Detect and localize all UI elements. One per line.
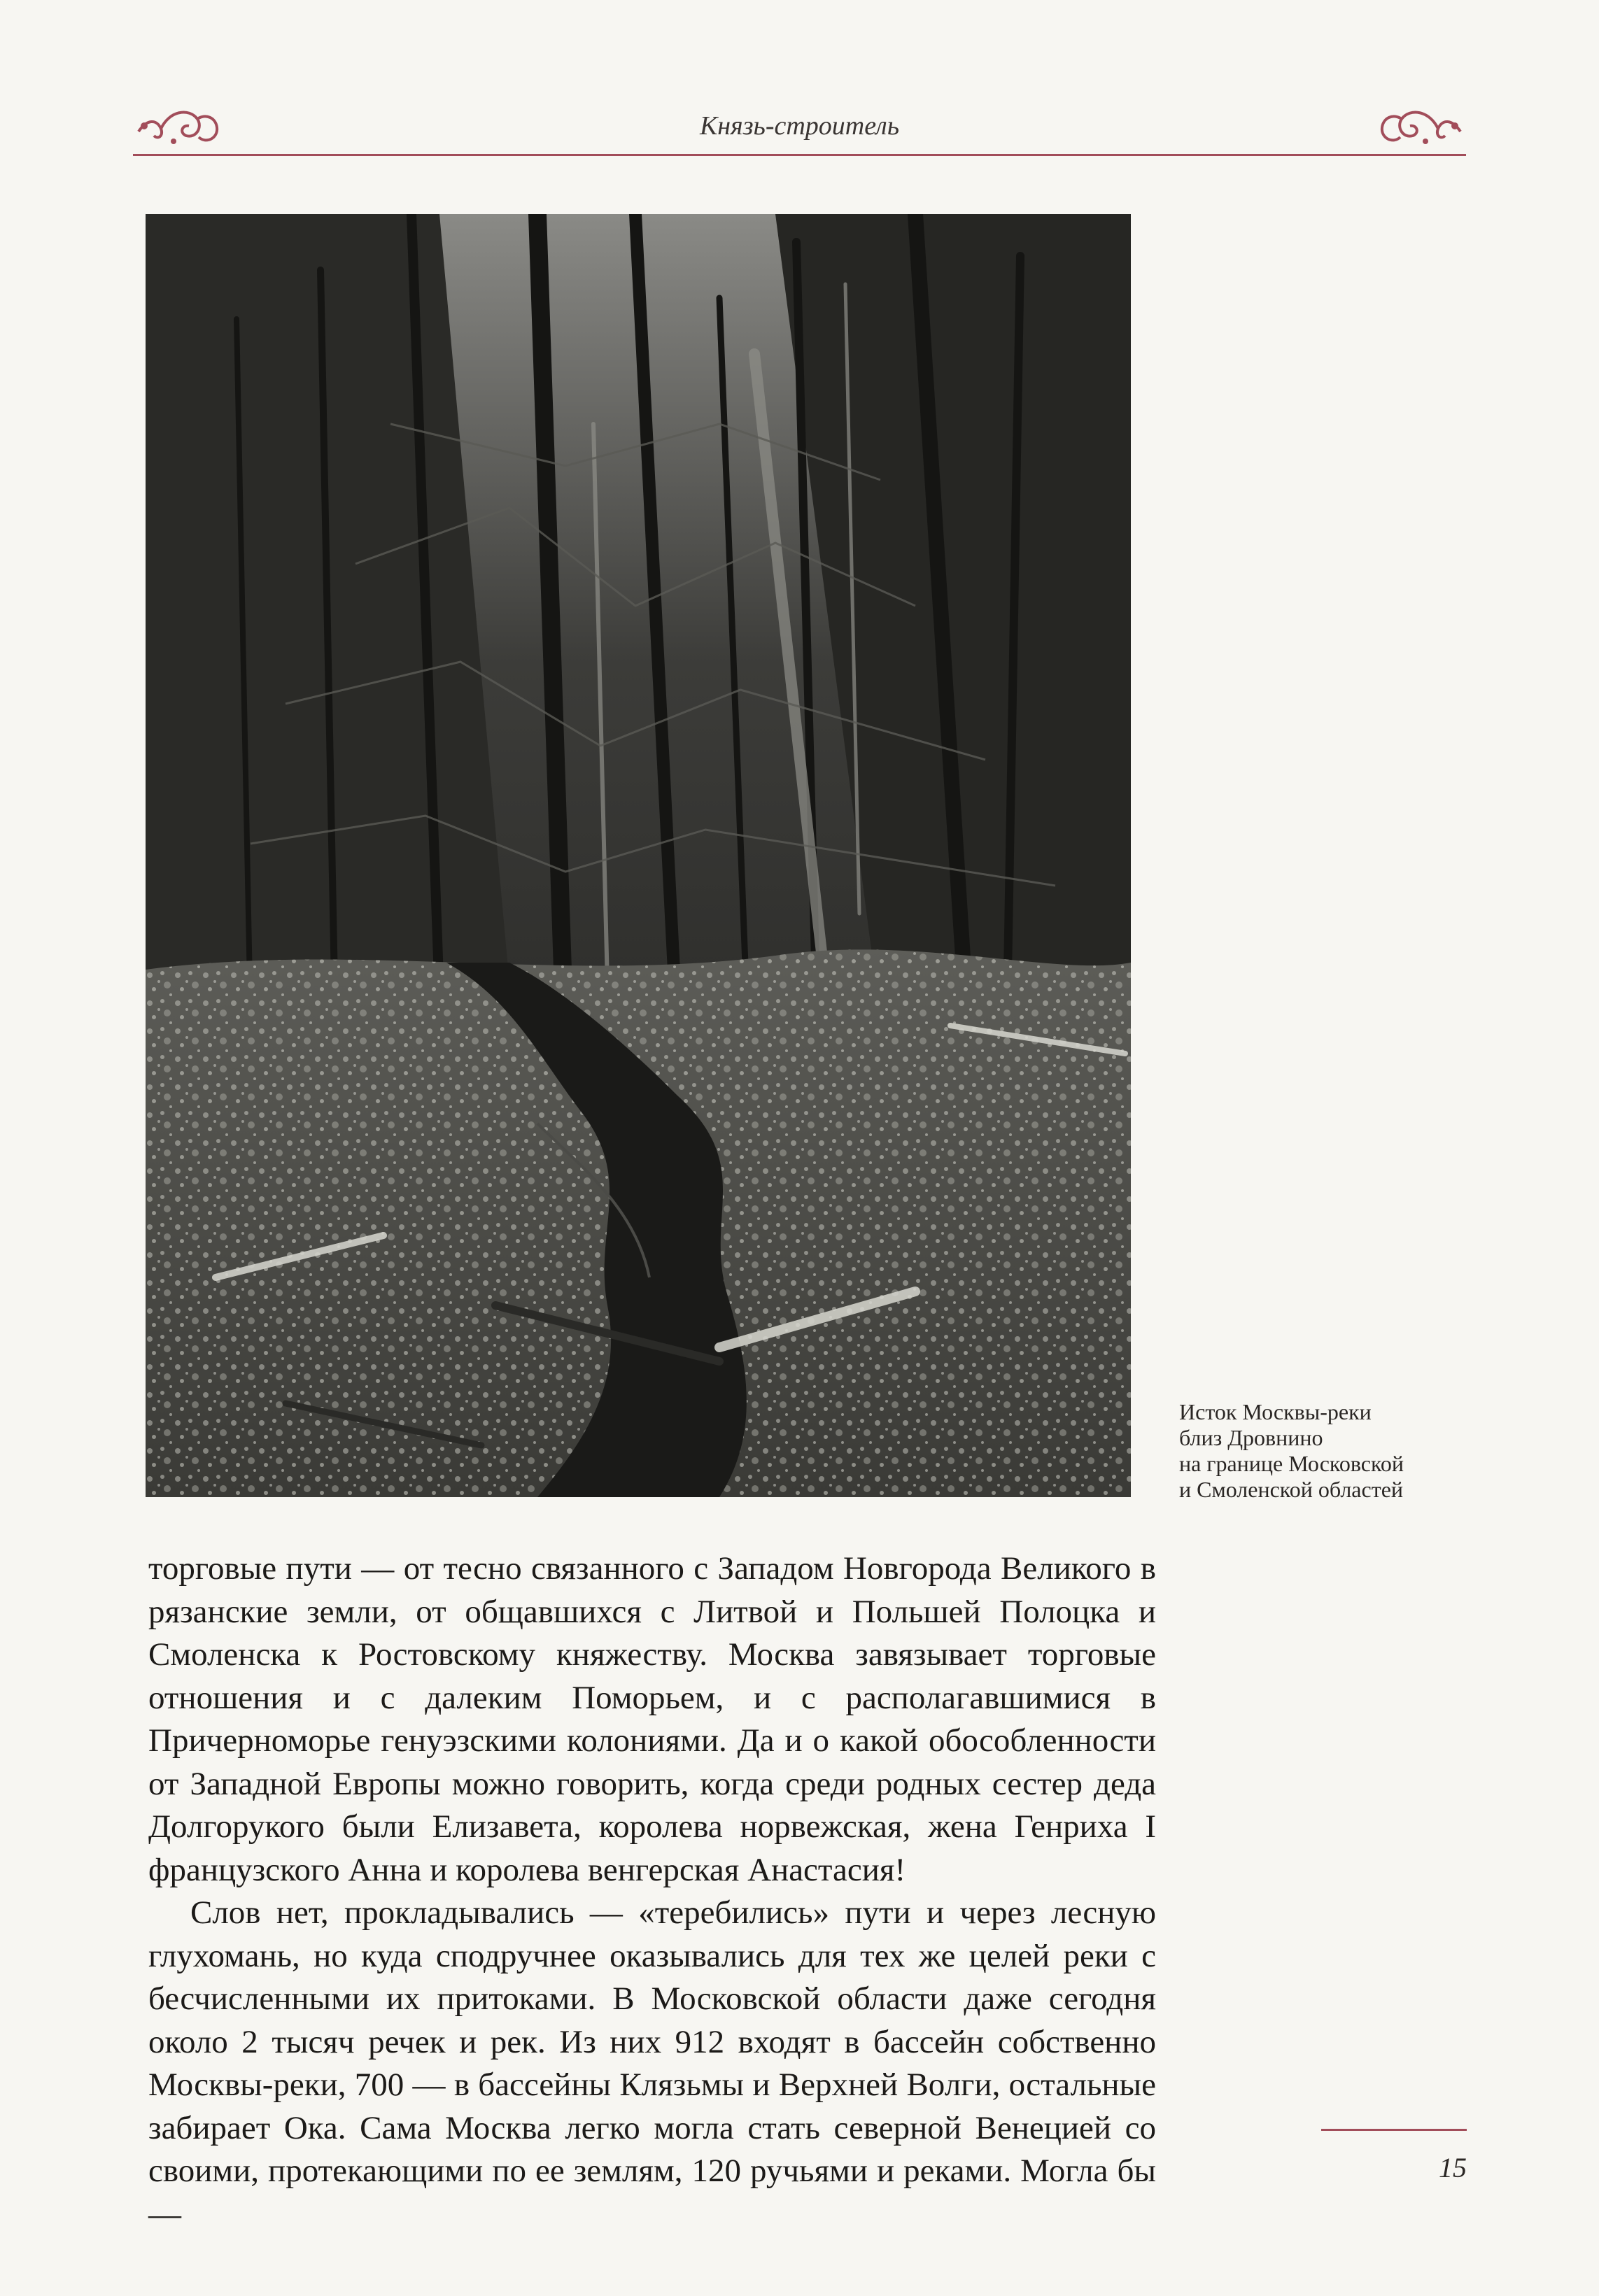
caption-line: на границе Московской [1179,1451,1404,1476]
page-number: 15 [1439,2152,1467,2183]
running-header-title: Князь-строитель [699,111,900,141]
caption-line: Исток Москвы-реки [1179,1399,1372,1424]
caption-line: близ Дровнино [1179,1425,1323,1450]
header-divider [133,154,1466,156]
floral-ornament-icon [1375,98,1466,154]
body-paragraph: торговые пути — от тесно связанного с Западом Новгорода Великого в рязанские земли, от общавшихся с Литвой и Польшей Полоцка и Смоленска к Ростовскому княжеству. Москва завязывает торговые отношения и с далеким Поморьем, и с располагавшимися в Причерноморье генуэзскими колониями. Да и о какой обособленности от Западной Европы можно говорить, когда среди родных сестер деда Долгорукого были Елизавета, королева норвежская, жена Генриха I французского Анна и королева венгерская Анастасия! [148,1550,1156,1888]
body-paragraph: Слов нет, прокладывались — «теребились» пути и через лесную глухомань, но куда сподручнее оказывались для тех же целей реки с бесчисленными их притоками. В Московской области даже сегодня около 2 тысяч речек и рек. Из них 912 входят в бассейн собственно Москвы-реки, 700 — в бассейны Клязьмы и Верхней Волги, остальные забирает Ока. Сама Москва легко могла стать северной Венецией со своими, протекающими по ее землям, 120 ручьями и реками. Могла бы — [148,1894,1156,2232]
caption-line: и Смоленской областей [1179,1477,1404,1502]
photo-caption [1179,1399,1473,1503]
photo-illustration [146,214,1131,1497]
body-text [148,1547,1156,2236]
forest-stream-photo [146,214,1131,1497]
page-header [133,98,1466,161]
footer-divider [1321,2129,1467,2131]
